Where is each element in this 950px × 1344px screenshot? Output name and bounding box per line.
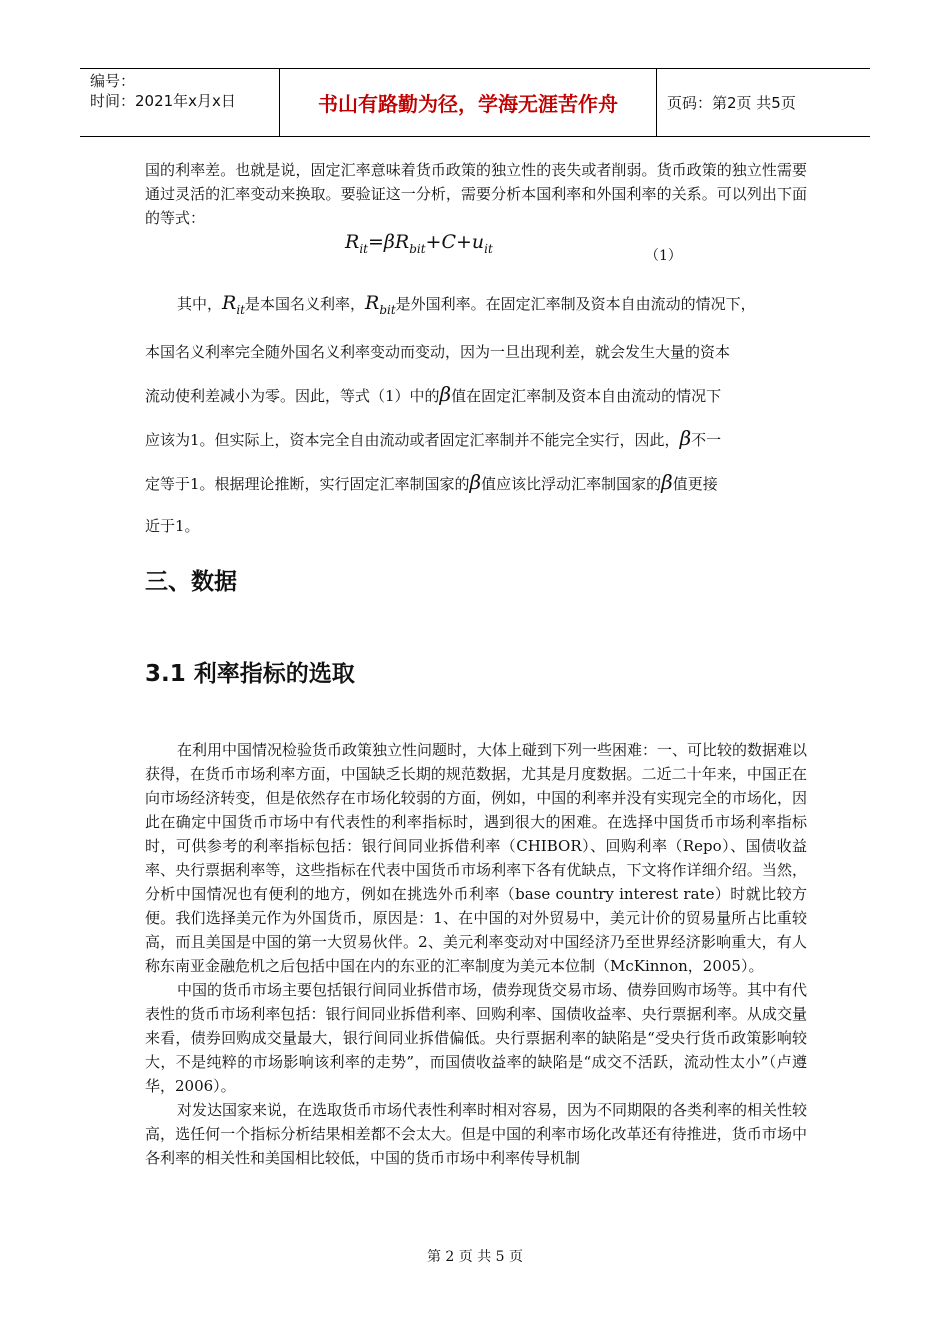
explanation-line-1: 其中，$R_{it}$是本国名义利率，$R_{bit}$是外国利率。在固定汇率制及资本自由流动的情况下，: [177, 292, 756, 317]
section-paragraph-2: 中国的货币市场主要包括银行间同业拆借市场，债券现货交易市场、债券回购市场等。其中有代表性的货币市场利率包括：银行间同业拆借利率、回购利率、国债收益率、央行票据利率。从成交量来看，债券回购成交量最大，银行间同业拆借偏低。央行票据利率的缺陷是“受央行货币政策影响较大，不是纯粹的市场影响该利率的走势”，而国债收益率的缺陷是“成交不活跃，流动性太小”（卢遵华，2006）。: [145, 981, 808, 1095]
intro-paragraph: 国的利率差。也就是说，固定汇率意味着货币政策的独立性的丧失或者削弱。货币政策的独立性需要通过灵活的汇率变动来换取。要验证这一分析，需要分析本国利率和外国利率的关系。可以列出下面的等式：: [145, 161, 807, 227]
header-motto: 书山有路勤为径，学海无涯苦作舟: [280, 69, 657, 136]
header-time-label: 时间：2021年x月x日: [90, 92, 236, 110]
section-title: 三、数据: [145, 569, 237, 595]
intro-paragraph-block: [145, 158, 807, 230]
explanation-line-4: 应该为1。但实际上，资本完全自由流动或者固定汇率制并不能完全实行，因此，β不一: [145, 425, 722, 450]
explanation-line-6: 近于1。: [145, 516, 200, 535]
page-footer: 第 2 页 共 5 页: [426, 1249, 524, 1265]
explanation-paragraph: [145, 282, 807, 547]
section-body: [145, 738, 807, 1170]
header-number-label: 编号：: [90, 72, 136, 90]
equation-1: $R_{it}=\beta R_{bit}+C+u_{it}$: [345, 231, 493, 256]
subsection-title: 3.1 利率指标的选取: [145, 661, 355, 687]
page-header: [80, 68, 870, 137]
explanation-line-5: 定等于1。根据理论推断，实行固定汇率制国家的β值应该比浮动汇率制国家的β值更接: [145, 469, 718, 494]
header-meta: [80, 69, 280, 136]
equation-number: （1）: [645, 248, 682, 264]
section-paragraph-1: 在利用中国情况检验货币政策独立性问题时，大体上碰到下列一些困难：一、可比较的数据难以获得，在货币市场利率方面，中国缺乏长期的规范数据，尤其是月度数据。二近二十年来，中国正在向市场经济转变，但是依然存在市场化较弱的方面，例如，中国的利率并没有实现完全的市场化，因此在确定中国货币市场中有代表性的利率指标时，遇到很大的困难。在选择中国货币市场利率指标时，可供参考的利率指标包括：银行间同业拆借利率（CHIBOR）、回购利率（Repo）、国债收益率、央行票据利率等，这些指标在代表中国货币市场利率下各有优缺点，下文将作详细介绍。当然，分析中国情况也有便利的地方，例如在挑选外币利率（base country interest rate）时就比较方便。我们选择美元作为外国货币，原因是：1、在中国的对外贸易中，美元计价的贸易量所占比重较高，而且美国是中国的第一大贸易伙伴。2、美元利率变动对中国经济乃至世界经济影响重大，有人称东南亚金融危机之后包括中国在内的东亚的汇率制度为美元本位制（McKinnon，2005）。: [145, 741, 808, 975]
explanation-line-2: 本国名义利率完全随外国名义利率变动而变动，因为一旦出现利差，就会发生大量的资本: [145, 342, 731, 361]
header-page-info: 页码：第2页 共5页: [667, 94, 796, 112]
section-paragraph-3: 对发达国家来说，在选取货币市场代表性利率时相对容易，因为不同期限的各类利率的相关性较高，选任何一个指标分析结果相差都不会太大。但是中国的利率市场化改革还有待推进，货币市场中各利率的相关性和美国相比较低，中国的货币市场中利率传导机制: [145, 1101, 808, 1167]
explanation-line-3: 流动使利差减小为零。因此，等式（1）中的β值在固定汇率制及资本自由流动的情况下: [145, 381, 722, 406]
